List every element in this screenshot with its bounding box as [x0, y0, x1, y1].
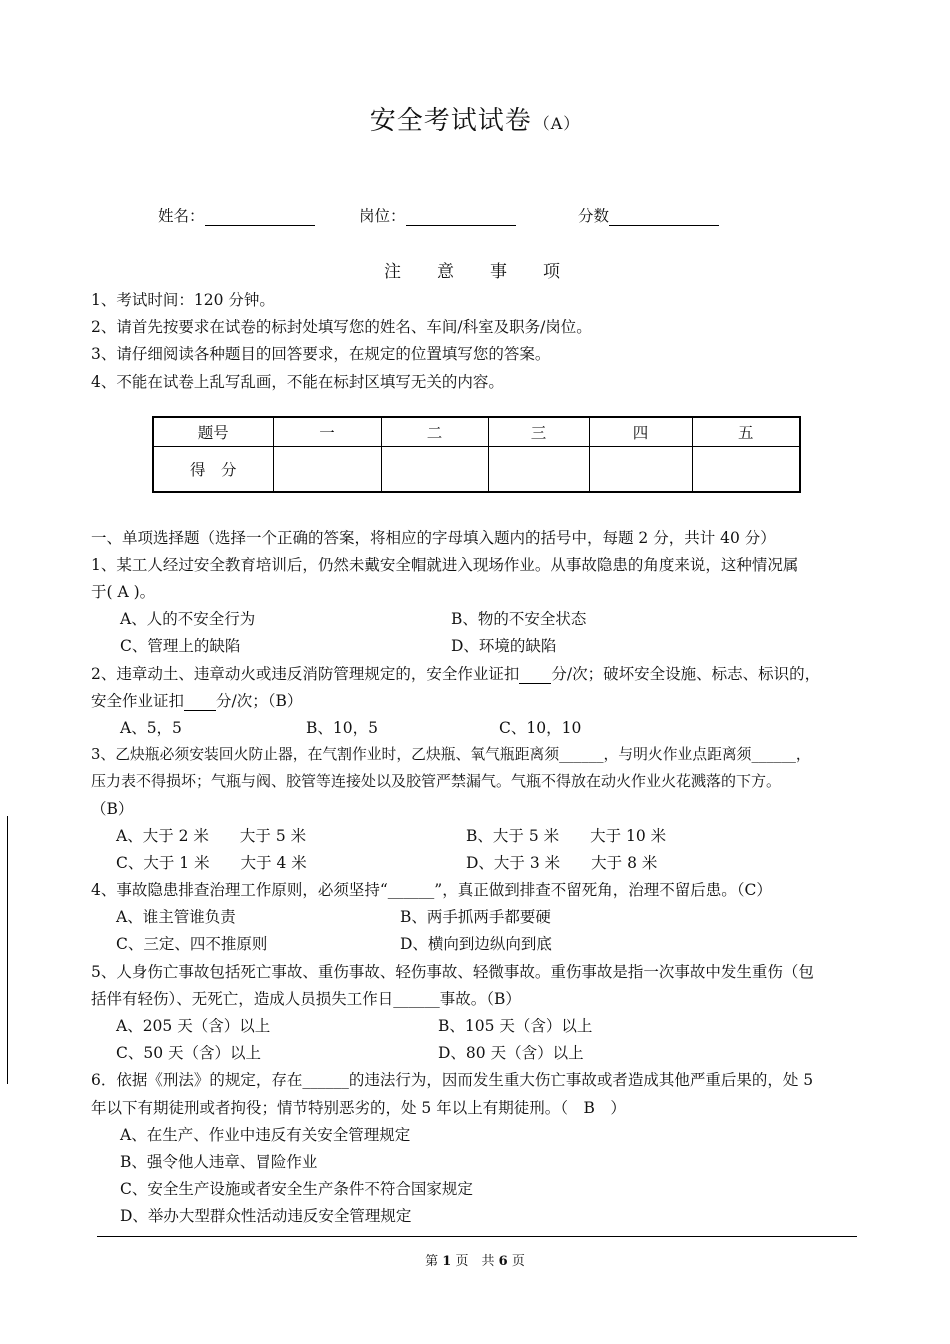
option-a: A、大于 2 米 大于 5 米 [116, 827, 307, 845]
page-footer [0, 1250, 950, 1269]
score-cell[interactable] [692, 447, 800, 493]
option-d: D、80 天（含）以上 [438, 1044, 584, 1062]
notice-heading: 注意事项 [384, 262, 596, 282]
score-field[interactable] [578, 204, 719, 226]
question-text: 5、人身伤亡事故包括死亡事故、重伤事故、轻伤事故、轻微事故。重伤事故是指一次事故中发生重伤（包 [91, 963, 814, 981]
binding-margin-line [0, 816, 8, 1084]
answer-blank[interactable] [519, 668, 551, 684]
score-blank[interactable] [609, 208, 719, 226]
option-c: C、管理上的缺陷 [120, 637, 241, 655]
name-label: 姓名： [158, 207, 205, 225]
post-label: 岗位： [359, 207, 406, 225]
page-number: 1 [442, 1254, 452, 1269]
question-fragment: 分/次；破坏安全设施、标志、标识的， [551, 665, 821, 683]
post-field[interactable] [359, 204, 516, 226]
option-b: B、105 天（含）以上 [438, 1017, 593, 1035]
notice-item: 1、考试时间：120 分钟。 [91, 291, 275, 309]
question-fragment: 分/次；（B） [216, 692, 303, 710]
option-c: C、三定、四不推原则 [116, 935, 268, 953]
table-header-cell: 五 [692, 417, 800, 447]
score-cell[interactable] [273, 447, 381, 493]
option-a: A、在生产、作业中违反有关安全管理规定 [120, 1126, 411, 1144]
question-text: 括伴有轻伤）、无死亡，造成人员损失工作日______事故。（B） [91, 990, 521, 1008]
name-field[interactable] [158, 204, 315, 226]
question-text: 6．依据《刑法》的规定，存在______的违法行为，因而发生重大伤亡事故或者造成其他严重后果的，处 5 [91, 1071, 814, 1089]
score-table [152, 416, 801, 493]
option-b: B、大于 5 米 大于 10 米 [466, 827, 667, 845]
notice-item: 3、请仔细阅读各种题目的回答要求，在规定的位置填写您的答案。 [91, 345, 551, 363]
option-a: A、谁主管谁负责 [116, 908, 236, 926]
score-table-header-row [153, 417, 800, 447]
answer-blank[interactable] [184, 695, 216, 711]
score-label: 分数 [578, 207, 610, 225]
question-text: 年以下有期徒刑或者拘役；情节特别恶劣的，处 5 年以上有期徒刑。（ B ） [91, 1099, 626, 1117]
footer-divider [97, 1236, 857, 1237]
notice-item: 2、请首先按要求在试卷的标封处填写您的姓名、车间/科室及职务/岗位。 [91, 318, 592, 336]
section-heading: 一、单项选择题（选择一个正确的答案，将相应的字母填入题内的括号中，每题 2 分，共计 40 分） [91, 529, 776, 547]
option-b: B、强令他人违章、冒险作业 [120, 1153, 318, 1171]
option-c: C、大于 1 米 大于 4 米 [116, 854, 307, 872]
option-c: C、50 天（含）以上 [116, 1044, 262, 1062]
footer-text: 页 [511, 1254, 525, 1269]
score-cell[interactable] [589, 447, 692, 493]
name-blank[interactable] [205, 208, 315, 226]
option-d: D、大于 3 米 大于 8 米 [466, 854, 658, 872]
option-d: D、举办大型群众性活动违反安全管理规定 [120, 1207, 412, 1225]
question-text: 4、事故隐患排查治理工作原则，必须坚持“______”，真正做到排查不留死角，治理不留后患。（C） [91, 881, 772, 899]
footer-text: 页 共 [455, 1254, 495, 1269]
title-sub: （A） [533, 114, 581, 133]
option-b: B、两手抓两手都要硬 [400, 908, 551, 926]
score-table-score-row [153, 447, 800, 493]
option-a: A、5，5 [120, 719, 182, 737]
question-text: 于( A )。 [91, 583, 156, 601]
option-d: D、横向到边纵向到底 [400, 935, 552, 953]
score-cell[interactable] [488, 447, 589, 493]
option-a: A、205 天（含）以上 [116, 1017, 271, 1035]
option-b: B、物的不安全状态 [451, 610, 587, 628]
table-header-cell: 二 [381, 417, 488, 447]
page-title [0, 100, 950, 137]
notice-item: 4、不能在试卷上乱写乱画，不能在标封区填写无关的内容。 [91, 373, 504, 391]
question-fragment: 2、违章动土、违章动火或违反消防管理规定的，安全作业证扣 [91, 665, 520, 683]
question-text: 1、某工人经过安全教育培训后，仍然未戴安全帽就进入现场作业。从事故隐患的角度来说，这种情况属 [91, 556, 799, 574]
question-text: 3、乙炔瓶必须安装回火防止器，在气割作业时，乙炔瓶、氧气瓶距离须______，与明火作业点距离须______， [91, 746, 811, 763]
post-blank[interactable] [406, 208, 516, 226]
title-main: 安全考试试卷 [369, 106, 532, 136]
table-header-cell: 题号 [153, 417, 273, 447]
page-total: 6 [498, 1254, 508, 1269]
footer-text: 第 [425, 1254, 439, 1269]
question-fragment: 安全作业证扣 [91, 692, 185, 710]
table-header-cell: 四 [589, 417, 692, 447]
option-d: D、环境的缺陷 [451, 637, 557, 655]
score-cell[interactable] [381, 447, 488, 493]
table-row-label: 得 分 [153, 447, 273, 493]
option-b: B、10，5 [306, 719, 378, 737]
question-text: 压力表不得损坏；气瓶与阀、胶管等连接处以及胶管严禁漏气。气瓶不得放在动火作业火花溅落的下方。 [91, 772, 782, 790]
question-text: （B） [91, 800, 134, 818]
question-text [91, 689, 302, 711]
table-header-cell: 三 [488, 417, 589, 447]
option-a: A、人的不安全行为 [120, 610, 256, 628]
question-text [91, 662, 820, 684]
option-c: C、10，10 [499, 719, 582, 737]
option-c: C、安全生产设施或者安全生产条件不符合国家规定 [120, 1180, 473, 1198]
table-header-cell: 一 [273, 417, 381, 447]
